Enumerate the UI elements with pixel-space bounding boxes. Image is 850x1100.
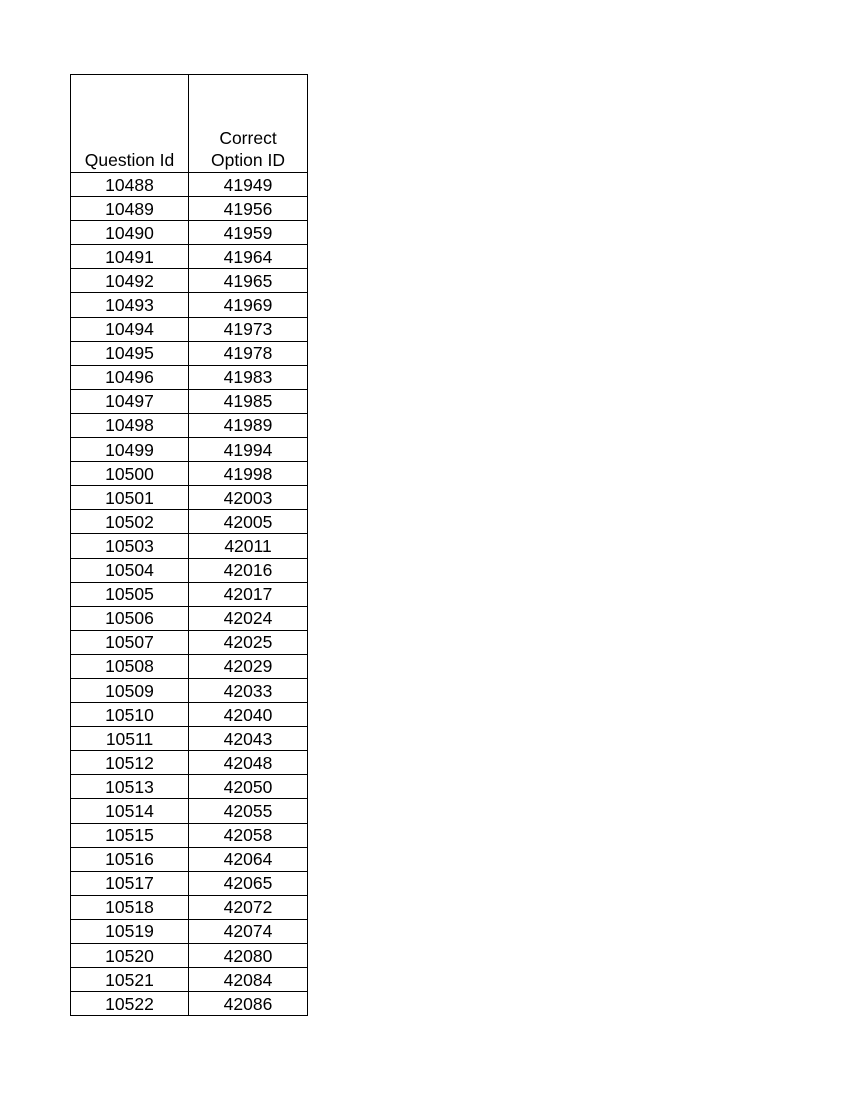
question-id-cell: 10499 bbox=[71, 438, 189, 462]
correct-option-id-cell: 42011 bbox=[189, 534, 308, 558]
correct-option-id-cell: 42074 bbox=[189, 919, 308, 943]
correct-option-id-cell: 42058 bbox=[189, 823, 308, 847]
table-row bbox=[71, 799, 308, 823]
question-id-cell: 10490 bbox=[71, 221, 189, 245]
table-row bbox=[71, 510, 308, 534]
correct-option-id-cell: 41949 bbox=[189, 173, 308, 197]
table-header-row bbox=[71, 75, 308, 173]
correct-option-id-cell: 41978 bbox=[189, 341, 308, 365]
question-id-cell: 10509 bbox=[71, 678, 189, 702]
table-row bbox=[71, 992, 308, 1016]
question-id-cell: 10503 bbox=[71, 534, 189, 558]
question-id-cell: 10506 bbox=[71, 606, 189, 630]
question-id-cell: 10511 bbox=[71, 727, 189, 751]
table-row bbox=[71, 847, 308, 871]
table-row bbox=[71, 486, 308, 510]
question-id-cell: 10501 bbox=[71, 486, 189, 510]
table-row bbox=[71, 895, 308, 919]
table-row bbox=[71, 317, 308, 341]
correct-option-id-cell: 42086 bbox=[189, 992, 308, 1016]
question-id-cell: 10517 bbox=[71, 871, 189, 895]
question-id-cell: 10510 bbox=[71, 703, 189, 727]
correct-option-id-cell: 42043 bbox=[189, 727, 308, 751]
header-correct-option-line1: Correct bbox=[219, 128, 277, 148]
header-correct-option-line2: Option ID bbox=[211, 150, 285, 170]
correct-option-id-cell: 41973 bbox=[189, 317, 308, 341]
table-row bbox=[71, 365, 308, 389]
answer-key-table bbox=[70, 74, 308, 1016]
question-id-cell: 10513 bbox=[71, 775, 189, 799]
question-id-cell: 10518 bbox=[71, 895, 189, 919]
correct-option-id-cell: 41985 bbox=[189, 389, 308, 413]
question-id-cell: 10505 bbox=[71, 582, 189, 606]
table-row bbox=[71, 245, 308, 269]
correct-option-id-cell: 42003 bbox=[189, 486, 308, 510]
question-id-cell: 10497 bbox=[71, 389, 189, 413]
table-row bbox=[71, 293, 308, 317]
question-id-cell: 10489 bbox=[71, 197, 189, 221]
question-id-cell: 10492 bbox=[71, 269, 189, 293]
question-id-cell: 10512 bbox=[71, 751, 189, 775]
correct-option-id-cell: 41983 bbox=[189, 365, 308, 389]
correct-option-id-cell: 42016 bbox=[189, 558, 308, 582]
header-question-id-label: Question Id bbox=[84, 150, 175, 170]
correct-option-id-cell: 42064 bbox=[189, 847, 308, 871]
question-id-cell: 10504 bbox=[71, 558, 189, 582]
table-row bbox=[71, 582, 308, 606]
question-id-cell: 10498 bbox=[71, 413, 189, 437]
table-row bbox=[71, 727, 308, 751]
question-id-cell: 10495 bbox=[71, 341, 189, 365]
question-id-cell: 10494 bbox=[71, 317, 189, 341]
table-row bbox=[71, 558, 308, 582]
table-row bbox=[71, 968, 308, 992]
table-row bbox=[71, 630, 308, 654]
correct-option-id-cell: 42025 bbox=[189, 630, 308, 654]
table-row bbox=[71, 341, 308, 365]
correct-option-id-cell: 42084 bbox=[189, 968, 308, 992]
correct-option-id-cell: 41959 bbox=[189, 221, 308, 245]
table-row bbox=[71, 173, 308, 197]
table-row bbox=[71, 919, 308, 943]
correct-option-id-cell: 42029 bbox=[189, 654, 308, 678]
question-id-cell: 10514 bbox=[71, 799, 189, 823]
correct-option-id-cell: 42055 bbox=[189, 799, 308, 823]
correct-option-id-cell: 42072 bbox=[189, 895, 308, 919]
question-id-cell: 10521 bbox=[71, 968, 189, 992]
question-id-cell: 10488 bbox=[71, 173, 189, 197]
table-row bbox=[71, 438, 308, 462]
table-row bbox=[71, 944, 308, 968]
question-id-cell: 10491 bbox=[71, 245, 189, 269]
question-id-cell: 10515 bbox=[71, 823, 189, 847]
correct-option-id-cell: 42017 bbox=[189, 582, 308, 606]
table-row bbox=[71, 775, 308, 799]
correct-option-id-cell: 41989 bbox=[189, 413, 308, 437]
question-id-cell: 10516 bbox=[71, 847, 189, 871]
table-row bbox=[71, 221, 308, 245]
header-question-id bbox=[71, 75, 189, 173]
table-row bbox=[71, 413, 308, 437]
question-id-cell: 10508 bbox=[71, 654, 189, 678]
table-body bbox=[71, 173, 308, 1016]
table-row bbox=[71, 197, 308, 221]
table-row bbox=[71, 871, 308, 895]
correct-option-id-cell: 42024 bbox=[189, 606, 308, 630]
table-row bbox=[71, 751, 308, 775]
correct-option-id-cell: 42005 bbox=[189, 510, 308, 534]
correct-option-id-cell: 42040 bbox=[189, 703, 308, 727]
correct-option-id-cell: 41956 bbox=[189, 197, 308, 221]
question-id-cell: 10522 bbox=[71, 992, 189, 1016]
question-id-cell: 10519 bbox=[71, 919, 189, 943]
correct-option-id-cell: 42050 bbox=[189, 775, 308, 799]
table-row bbox=[71, 462, 308, 486]
question-id-cell: 10507 bbox=[71, 630, 189, 654]
correct-option-id-cell: 42033 bbox=[189, 678, 308, 702]
table-row bbox=[71, 389, 308, 413]
question-id-cell: 10496 bbox=[71, 365, 189, 389]
question-id-cell: 10520 bbox=[71, 944, 189, 968]
table-row bbox=[71, 269, 308, 293]
correct-option-id-cell: 42080 bbox=[189, 944, 308, 968]
table-row bbox=[71, 534, 308, 558]
correct-option-id-cell: 41965 bbox=[189, 269, 308, 293]
correct-option-id-cell: 42048 bbox=[189, 751, 308, 775]
question-id-cell: 10500 bbox=[71, 462, 189, 486]
table-row bbox=[71, 678, 308, 702]
question-id-cell: 10502 bbox=[71, 510, 189, 534]
table-row bbox=[71, 823, 308, 847]
table-row bbox=[71, 606, 308, 630]
question-id-cell: 10493 bbox=[71, 293, 189, 317]
correct-option-id-cell: 41964 bbox=[189, 245, 308, 269]
correct-option-id-cell: 41994 bbox=[189, 438, 308, 462]
correct-option-id-cell: 41998 bbox=[189, 462, 308, 486]
correct-option-id-cell: 42065 bbox=[189, 871, 308, 895]
correct-option-id-cell: 41969 bbox=[189, 293, 308, 317]
answer-key-sheet bbox=[70, 74, 308, 1016]
table-row bbox=[71, 654, 308, 678]
table-row bbox=[71, 703, 308, 727]
header-correct-option-id bbox=[189, 75, 308, 173]
